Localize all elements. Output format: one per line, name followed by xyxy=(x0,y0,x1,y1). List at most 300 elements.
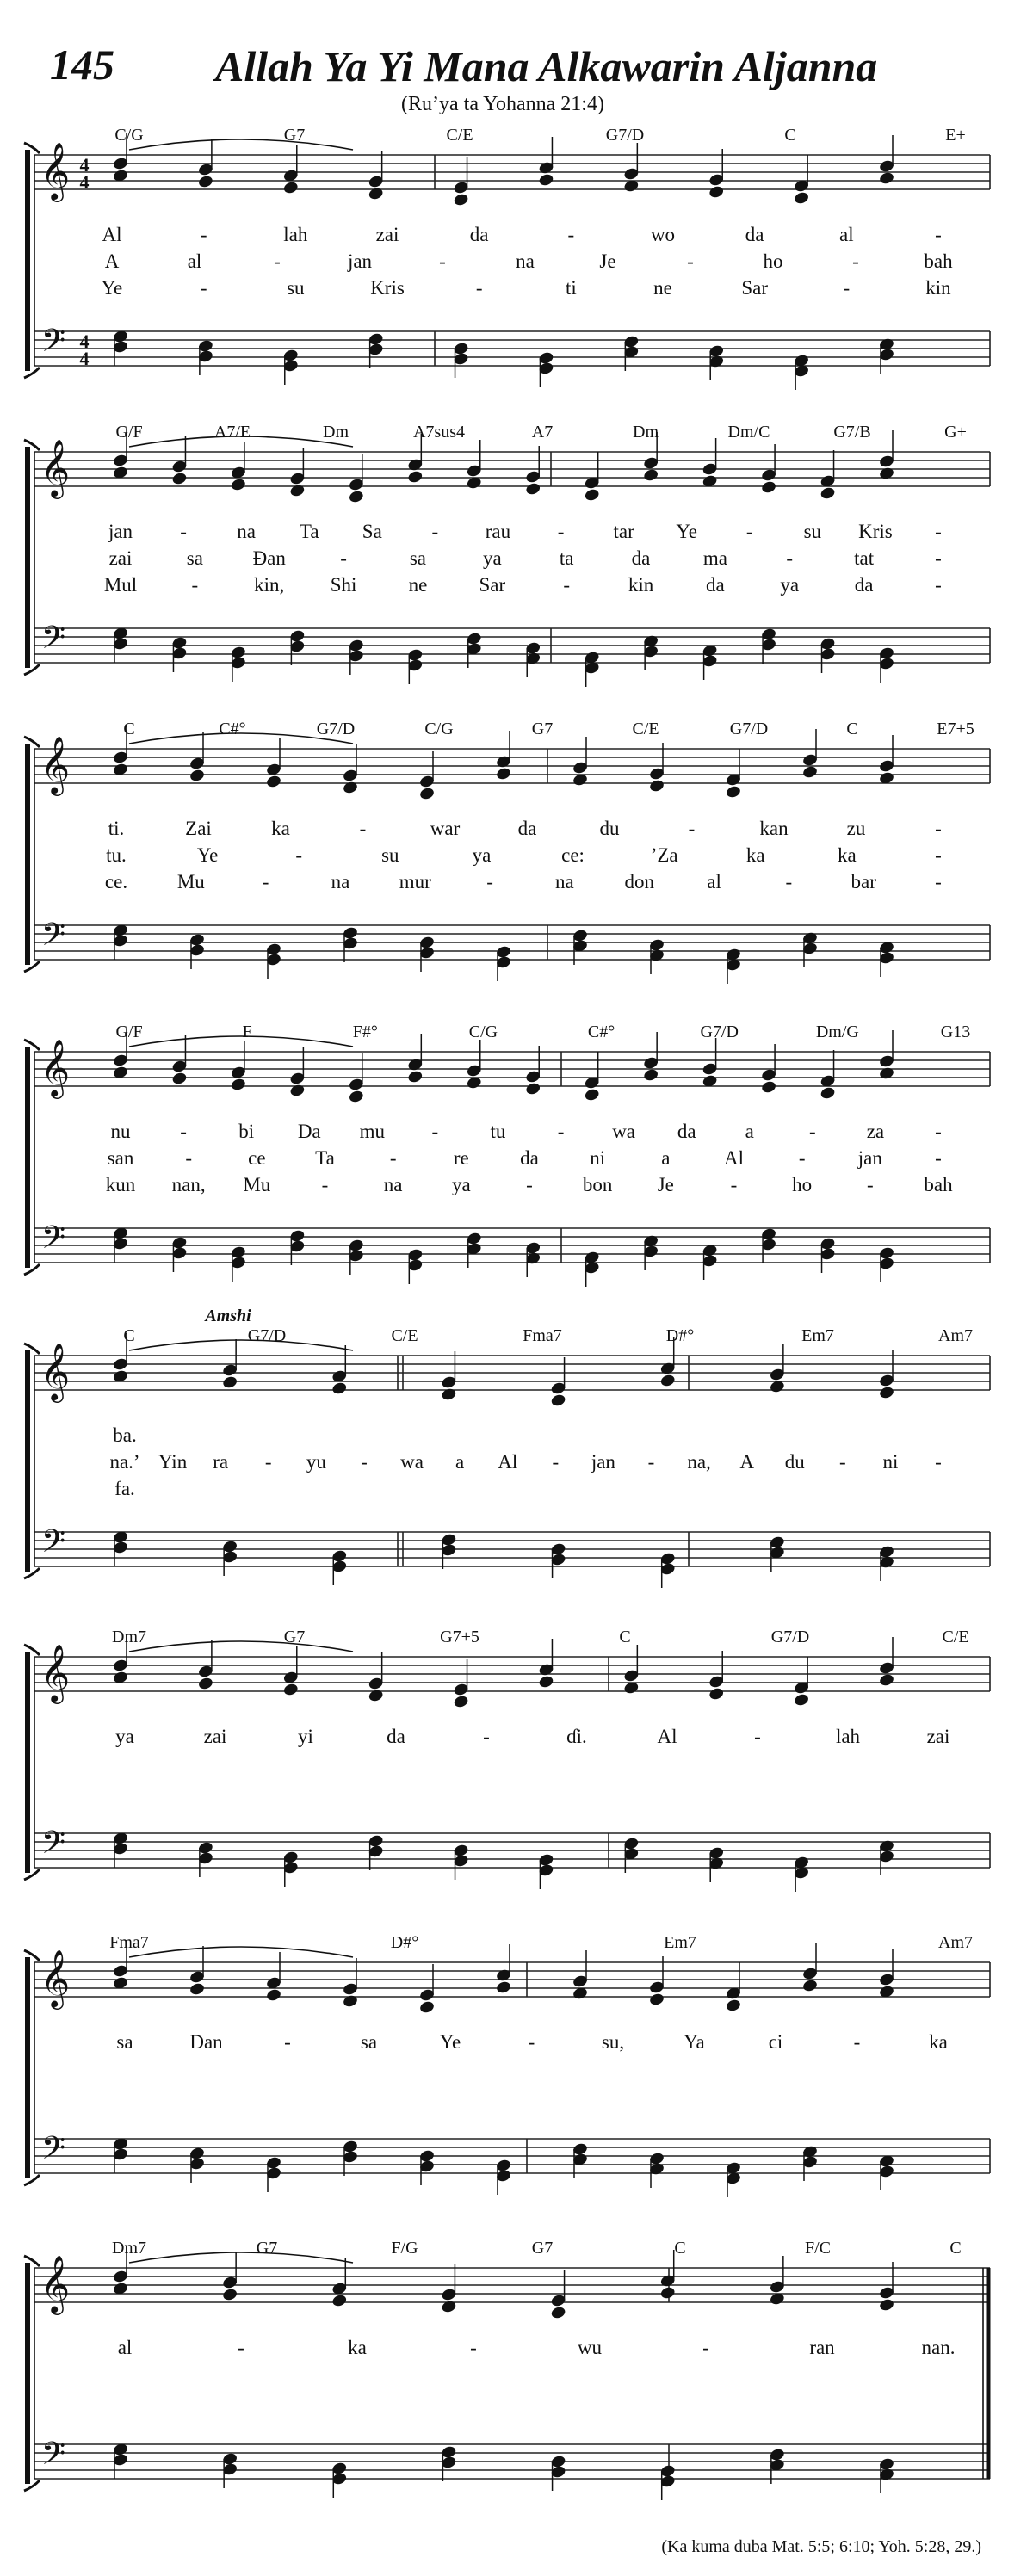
bass-clef: 𝄢 xyxy=(40,2131,66,2173)
lyric-syllable: Kris xyxy=(370,277,405,299)
time-signature: 4 xyxy=(79,348,90,369)
treble-note-head xyxy=(418,787,435,801)
chord-symbol: G+ xyxy=(944,423,967,442)
lyric-syllable: na xyxy=(331,871,350,893)
tie-arc xyxy=(129,1036,353,1047)
lyric-syllable: ce: xyxy=(561,844,585,866)
treble-clef: 𝄞 xyxy=(40,1344,71,1399)
treble-note-head xyxy=(538,173,554,188)
time-signature: 4 xyxy=(79,330,90,352)
lyric-syllable: na xyxy=(555,871,574,893)
lyric-syllable: bah xyxy=(924,1174,953,1195)
treble-note-head xyxy=(708,1687,725,1702)
chord-symbol: C/E xyxy=(942,1628,969,1646)
lyric-hyphen: - xyxy=(853,2031,861,2053)
lyric-hyphen: - xyxy=(185,1147,193,1169)
bass-clef: 𝄢 xyxy=(40,1825,66,1868)
chord-symbol: G13 xyxy=(940,1022,971,1041)
lyric-hyphen: - xyxy=(843,277,851,299)
lyric-syllable: da xyxy=(854,574,874,596)
lyric-hyphen: - xyxy=(359,818,367,839)
lyric-hyphen: - xyxy=(439,250,446,272)
lyric-syllable: ne xyxy=(408,574,428,596)
lyric-hyphen: - xyxy=(483,1726,490,1747)
lyric-syllable: ya xyxy=(472,844,492,866)
lyric-syllable: Kris xyxy=(858,521,893,542)
treble-note-head xyxy=(495,1980,511,1995)
chord-symbol: F#° xyxy=(352,1022,378,1041)
lyric-hyphen: - xyxy=(688,818,696,839)
lyric-hyphen: - xyxy=(191,574,199,596)
treble-note-head xyxy=(794,191,810,206)
lyric-syllable: ka xyxy=(348,2337,367,2358)
lyric-syllable: du xyxy=(784,1451,805,1473)
chord-symbol: G7/D xyxy=(770,1628,810,1646)
treble-note-head xyxy=(584,488,600,503)
chord-symbol: Am7 xyxy=(938,1933,973,1952)
chord-symbol: G7 xyxy=(283,1628,306,1646)
lyric-hyphen: - xyxy=(935,224,942,245)
lyric-syllable: Đan xyxy=(189,2031,223,2053)
lyric-syllable: Ye xyxy=(196,844,219,866)
lyric-syllable: al xyxy=(839,224,854,245)
treble-note-head xyxy=(495,767,511,781)
treble-note-head xyxy=(331,2294,348,2308)
chord-symbol: Dm xyxy=(323,423,349,442)
chord-symbol: G7 xyxy=(531,720,554,738)
chord-symbol: C xyxy=(123,1326,135,1345)
lyric-syllable: sa xyxy=(116,2031,133,2053)
lyric-syllable: Ye xyxy=(439,2031,461,2053)
lyric-syllable: al xyxy=(187,250,202,272)
lyric-syllable: bon xyxy=(582,1174,613,1195)
lyric-syllable: al xyxy=(117,2337,133,2358)
lyric-syllable: A xyxy=(104,250,120,272)
lyric-hyphen: - xyxy=(935,1121,942,1142)
lyric-syllable: wa xyxy=(612,1121,636,1142)
bass-clef: 𝄢 xyxy=(40,324,66,366)
treble-note-head xyxy=(230,478,246,492)
treble-note-head xyxy=(878,466,894,481)
tie-arc xyxy=(129,1641,353,1652)
lyric-hyphen: - xyxy=(552,1451,560,1473)
lyric-syllable: na xyxy=(383,1174,403,1195)
lyric-syllable: kun xyxy=(105,1174,136,1195)
lyric-syllable: bi xyxy=(238,1121,255,1142)
lyric-syllable: tar xyxy=(613,521,634,542)
lyric-syllable: ho xyxy=(763,250,783,272)
hymn-number: 145 xyxy=(50,40,114,89)
treble-note-head xyxy=(878,171,894,186)
chord-symbol: G7/D xyxy=(729,720,769,738)
lyric-syllable: ce xyxy=(248,1147,266,1169)
treble-note-head xyxy=(407,470,424,485)
treble-note-head xyxy=(189,1982,205,1997)
lyric-hyphen: - xyxy=(431,1121,439,1142)
lyric-syllable: nu xyxy=(110,1121,131,1142)
lyric-syllable: na xyxy=(516,250,535,272)
lyric-hyphen: - xyxy=(754,1726,761,1747)
chord-symbol: G7 xyxy=(256,2239,278,2258)
chord-symbol: A7/E xyxy=(213,423,251,442)
lyric-hyphen: - xyxy=(340,547,347,569)
treble-note-head xyxy=(230,1078,246,1092)
lyric-hyphen: - xyxy=(798,1147,806,1169)
footer-references: (Ka kuma duba Mat. 5:5; 6:10; Yoh. 5:28, 29.) xyxy=(661,2537,981,2556)
lyric-syllable: kin xyxy=(628,574,654,596)
chord-symbol: G7 xyxy=(531,2239,554,2258)
lyric-syllable: a xyxy=(745,1121,754,1142)
treble-note-head xyxy=(282,181,299,195)
treble-note-head xyxy=(878,1386,894,1400)
lyric-hyphen: - xyxy=(687,250,694,272)
lyric-syllable: wu xyxy=(577,2337,603,2358)
lyric-syllable: jan xyxy=(347,250,373,272)
lyric-hyphen: - xyxy=(180,1121,187,1142)
lyric-syllable: Ye xyxy=(101,277,123,299)
lyric-syllable: sa xyxy=(409,547,427,569)
lyric-syllable: za xyxy=(866,1121,885,1142)
chord-symbol: C xyxy=(619,1628,631,1646)
chord-symbol: C xyxy=(949,2239,962,2258)
lyric-hyphen: - xyxy=(262,871,269,893)
chord-symbol: F xyxy=(242,1022,252,1041)
lyric-syllable: don xyxy=(624,871,654,893)
treble-note-head xyxy=(550,2306,566,2320)
treble-clef: 𝄞 xyxy=(40,143,71,199)
lyric-syllable: da xyxy=(706,574,725,596)
lyric-syllable: Al xyxy=(724,1147,744,1169)
lyric-hyphen: - xyxy=(838,1451,846,1473)
chord-symbol: C/G xyxy=(468,1022,498,1041)
lyric-hyphen: - xyxy=(475,277,483,299)
lyric-hyphen: - xyxy=(935,818,942,839)
lyric-syllable: zai xyxy=(203,1726,227,1747)
treble-note-head xyxy=(282,1683,299,1697)
treble-clef: 𝄞 xyxy=(40,737,71,793)
chord-symbol: E7+5 xyxy=(937,720,974,738)
bass-clef: 𝄢 xyxy=(40,2437,66,2479)
lyric-syllable: nan. xyxy=(921,2337,956,2358)
tie-arc xyxy=(129,2252,353,2263)
treble-note-head xyxy=(878,2298,894,2313)
treble-note-head xyxy=(794,1693,810,1708)
lyric-syllable: Ya xyxy=(684,2031,705,2053)
chord-symbol: A7sus4 xyxy=(412,423,466,442)
treble-note-head xyxy=(289,1084,306,1098)
chord-symbol: G7/D xyxy=(605,126,645,145)
lyric-syllable: jan xyxy=(591,1451,615,1473)
lyric-syllable: ka xyxy=(838,844,857,866)
lyric-syllable: Mul xyxy=(103,574,138,596)
chord-symbol: C/E xyxy=(632,720,659,738)
lyric-syllable: ti. xyxy=(108,818,125,839)
lyric-syllable: Al xyxy=(102,224,122,245)
lyric-syllable: jan xyxy=(857,1147,882,1169)
lyric-hyphen: - xyxy=(284,2031,291,2053)
time-signature: 4 xyxy=(79,171,90,193)
lyric-syllable: lah xyxy=(283,224,308,245)
treble-note-head xyxy=(189,769,205,783)
treble-note-head xyxy=(708,185,725,200)
lyric-syllable: ya xyxy=(115,1726,134,1747)
lyric-syllable: Al xyxy=(498,1451,518,1473)
treble-note-head xyxy=(725,785,741,800)
lyric-syllable: da xyxy=(387,1726,405,1747)
lyric-syllable: bah xyxy=(924,250,953,272)
lyric-syllable: a xyxy=(455,1451,465,1473)
lyric-syllable: Ta xyxy=(299,521,319,542)
chord-symbol: Dm7 xyxy=(112,2239,146,2258)
lyric-syllable: Đan xyxy=(252,547,286,569)
expression-marking: Amshi xyxy=(205,1307,251,1325)
treble-note-head xyxy=(441,2300,457,2314)
lyric-syllable: ma xyxy=(702,547,727,569)
lyric-hyphen: - xyxy=(785,871,793,893)
lyric-syllable: fa. xyxy=(114,1478,135,1499)
treble-note-head xyxy=(348,490,364,504)
lyric-hyphen: - xyxy=(935,844,942,866)
treble-note-head xyxy=(368,187,384,201)
lyric-syllable: ci xyxy=(768,2031,783,2053)
lyric-syllable: du xyxy=(599,818,620,839)
treble-note-head xyxy=(659,2286,676,2301)
treble-note-head xyxy=(453,193,469,207)
scripture-reference: (Ru’ya ta Yohanna 21:4) xyxy=(401,93,604,115)
lyric-syllable: ce. xyxy=(104,871,128,893)
treble-note-head xyxy=(761,480,777,495)
chord-symbol: G7+5 xyxy=(440,1628,479,1646)
lyric-hyphen: - xyxy=(557,521,565,542)
chord-symbol: F/G xyxy=(391,2239,418,2258)
treble-note-head xyxy=(648,779,665,794)
treble-clef: 𝄞 xyxy=(40,1950,71,2006)
lyric-syllable: ya xyxy=(451,1174,471,1195)
lyric-syllable: ra xyxy=(213,1451,229,1473)
lyric-syllable: ’Za xyxy=(650,844,678,866)
lyric-syllable: lah xyxy=(835,1726,861,1747)
lyric-hyphen: - xyxy=(852,250,859,272)
lyric-syllable: mur xyxy=(399,871,431,893)
lyric-hyphen: - xyxy=(180,521,187,542)
lyric-hyphen: - xyxy=(389,1147,397,1169)
chord-symbol: C#° xyxy=(587,1022,615,1041)
lyric-syllable: ya xyxy=(482,547,502,569)
lyric-hyphen: - xyxy=(730,1174,738,1195)
lyric-syllable: sa xyxy=(186,547,203,569)
treble-note-head xyxy=(171,472,188,486)
treble-note-head xyxy=(265,775,281,789)
lyric-syllable: mu xyxy=(359,1121,386,1142)
tie-arc xyxy=(129,139,353,150)
chord-symbol: Em7 xyxy=(664,1933,696,1952)
lyric-syllable: zu xyxy=(846,818,866,839)
chord-symbol: Dm/C xyxy=(727,423,770,442)
treble-note-head xyxy=(725,1998,741,2013)
treble-note-head xyxy=(538,1675,554,1690)
treble-note-head xyxy=(441,1387,457,1402)
chord-symbol: C/E xyxy=(446,126,473,145)
chord-symbol: E+ xyxy=(945,126,966,145)
lyric-syllable: ka xyxy=(271,818,290,839)
chord-symbol: Fma7 xyxy=(523,1326,562,1345)
chord-symbol: Em7 xyxy=(801,1326,834,1345)
treble-note-head xyxy=(525,1082,541,1096)
treble-note-head xyxy=(550,1393,566,1408)
chord-symbol: Dm xyxy=(633,423,659,442)
lyric-syllable: su xyxy=(287,277,305,299)
treble-note-head xyxy=(584,1088,600,1103)
time-signature: 4 xyxy=(79,154,90,176)
lyric-hyphen: - xyxy=(238,2337,244,2358)
lyric-hyphen: - xyxy=(321,1174,329,1195)
lyric-syllable: re xyxy=(453,1147,469,1169)
chord-symbol: C/G xyxy=(424,720,454,738)
tie-arc xyxy=(129,1340,353,1350)
lyric-hyphen: - xyxy=(295,844,303,866)
tie-arc xyxy=(129,1947,353,1957)
lyric-hyphen: - xyxy=(563,574,571,596)
lyric-syllable: Sa xyxy=(362,521,382,542)
lyric-syllable: da xyxy=(631,547,651,569)
lyric-hyphen: - xyxy=(264,1451,272,1473)
lyric-syllable: ni xyxy=(882,1451,899,1473)
chord-symbol: G7/D xyxy=(316,720,356,738)
treble-clef: 𝄞 xyxy=(40,1040,71,1096)
lyric-hyphen: - xyxy=(528,2031,535,2053)
lyric-hyphen: - xyxy=(935,547,942,569)
lyric-syllable: war xyxy=(430,818,461,839)
lyric-hyphen: - xyxy=(745,521,753,542)
treble-note-head xyxy=(525,482,541,497)
lyric-syllable: kan xyxy=(759,818,789,839)
chord-symbol: C xyxy=(846,720,858,738)
lyric-hyphen: - xyxy=(935,1451,942,1473)
treble-note-head xyxy=(801,765,818,780)
lyric-syllable: zai xyxy=(108,547,133,569)
lyric-syllable: ka xyxy=(745,844,765,866)
bass-clef: 𝄢 xyxy=(40,917,66,960)
treble-note-head xyxy=(820,486,836,501)
lyric-hyphen: - xyxy=(702,2337,709,2358)
lyric-hyphen: - xyxy=(866,1174,874,1195)
lyric-syllable: na.’ xyxy=(109,1451,140,1473)
lyric-syllable: su xyxy=(803,521,822,542)
chord-symbol: Am7 xyxy=(938,1326,973,1345)
treble-note-head xyxy=(659,1374,676,1388)
lyric-hyphen: - xyxy=(935,574,942,596)
bass-clef: 𝄢 xyxy=(40,1220,66,1263)
lyric-syllable: Shi xyxy=(330,574,357,596)
lyric-syllable: ta xyxy=(559,547,574,569)
lyric-hyphen: - xyxy=(935,1147,942,1169)
lyric-syllable: Sar xyxy=(741,277,769,299)
lyric-syllable: rau xyxy=(485,521,511,542)
lyric-hyphen: - xyxy=(647,1451,655,1473)
lyric-syllable: Ta xyxy=(315,1147,335,1169)
chord-symbol: G7/D xyxy=(700,1022,739,1041)
treble-note-head xyxy=(348,1090,364,1104)
lyric-hyphen: - xyxy=(200,277,207,299)
chord-symbol: C/G xyxy=(114,126,144,145)
lyric-syllable: da xyxy=(520,1147,539,1169)
lyric-syllable: da xyxy=(745,224,764,245)
lyric-hyphen: - xyxy=(361,1451,368,1473)
lyric-syllable: Ye xyxy=(676,521,697,542)
lyric-syllable: ti xyxy=(565,277,577,299)
lyric-syllable: tu. xyxy=(106,844,127,866)
lyric-syllable: na xyxy=(237,521,257,542)
lyric-hyphen: - xyxy=(567,224,575,245)
treble-note-head xyxy=(368,1689,384,1703)
lyric-syllable: ran xyxy=(809,2337,835,2358)
chord-symbol: G7/D xyxy=(247,1326,287,1345)
chord-symbol: G7 xyxy=(283,126,306,145)
lyric-syllable: Mu xyxy=(176,871,205,893)
treble-note-head xyxy=(222,1375,238,1390)
lyric-syllable: Je xyxy=(599,250,616,272)
lyric-hyphen: - xyxy=(557,1121,565,1142)
chord-symbol: C/E xyxy=(391,1326,418,1345)
chord-symbol: Dm7 xyxy=(112,1628,146,1646)
lyric-syllable: sa xyxy=(360,2031,378,2053)
bass-clef: 𝄢 xyxy=(40,1524,66,1566)
lyric-hyphen: - xyxy=(809,1121,816,1142)
lyric-syllable: san xyxy=(107,1147,134,1169)
lyric-syllable: ɗi. xyxy=(566,1726,587,1747)
treble-note-head xyxy=(643,1068,659,1083)
treble-note-head xyxy=(407,1070,424,1084)
treble-note-head xyxy=(648,1992,665,2007)
lyric-syllable: Mu xyxy=(243,1174,271,1195)
treble-note-head xyxy=(342,781,358,795)
treble-note-head xyxy=(878,1066,894,1081)
chord-symbol: Dm/G xyxy=(815,1022,859,1041)
lyric-syllable: ya xyxy=(780,574,800,596)
lyric-syllable: A xyxy=(739,1451,754,1473)
lyric-syllable: Al xyxy=(657,1726,677,1747)
lyric-syllable: tat xyxy=(854,547,875,569)
chord-symbol: G7/B xyxy=(833,423,871,442)
lyric-syllable: Zai xyxy=(185,818,212,839)
treble-note-head xyxy=(342,1994,358,2009)
chord-symbol: D#° xyxy=(390,1933,419,1952)
lyric-hyphen: - xyxy=(786,547,794,569)
lyric-syllable: zai xyxy=(375,224,399,245)
treble-note-head xyxy=(418,2000,435,2015)
lyric-hyphen: - xyxy=(274,250,281,272)
treble-note-head xyxy=(197,175,213,189)
lyric-hyphen: - xyxy=(470,2337,477,2358)
lyric-syllable: zai xyxy=(926,1726,950,1747)
lyric-syllable: a xyxy=(661,1147,671,1169)
chord-symbol: C#° xyxy=(219,720,246,738)
lyric-syllable: jan xyxy=(108,521,133,542)
lyric-syllable: nan, xyxy=(171,1174,206,1195)
chord-symbol: C xyxy=(784,126,796,145)
treble-note-head xyxy=(222,2288,238,2302)
treble-note-head xyxy=(801,1979,818,1993)
lyric-syllable: ba. xyxy=(113,1424,137,1446)
lyric-hyphen: - xyxy=(935,871,942,893)
lyric-syllable: Je xyxy=(657,1174,674,1195)
lyric-syllable: Yin xyxy=(158,1451,188,1473)
lyric-hyphen: - xyxy=(526,1174,533,1195)
lyric-syllable: da xyxy=(469,224,489,245)
chord-symbol: Fma7 xyxy=(109,1933,149,1952)
chord-symbol: G/F xyxy=(115,1022,143,1041)
lyric-syllable: kin xyxy=(925,277,951,299)
